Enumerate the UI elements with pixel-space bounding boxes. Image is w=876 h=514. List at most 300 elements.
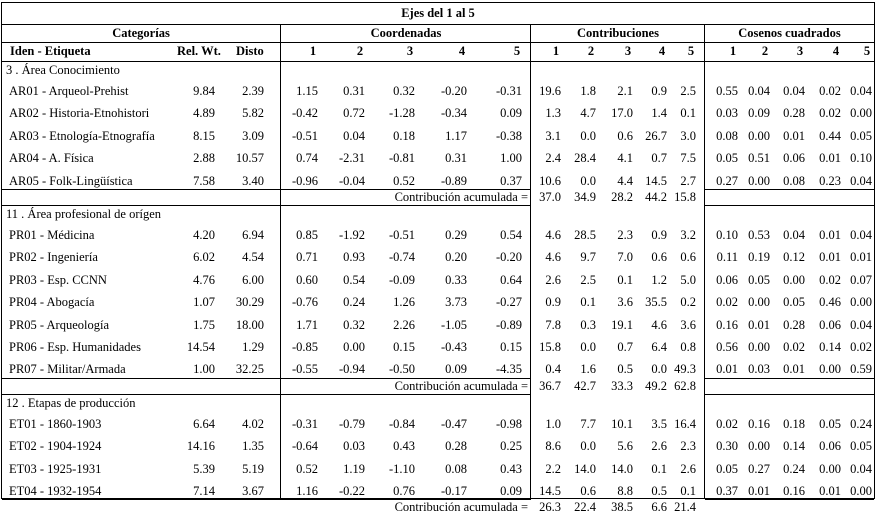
acum-label: Contribución acumulada = [394, 190, 528, 204]
cos-value: 0.28 [783, 318, 805, 332]
coord-value: 0.52 [393, 174, 415, 188]
acum-value: 37.0 [539, 190, 561, 204]
cos-value: 0.56 [716, 340, 738, 354]
contrib-value: 3.6 [680, 318, 696, 332]
cos-value: 0.16 [748, 417, 770, 431]
cos-value: 0.00 [819, 362, 841, 376]
contrib-value: 0.0 [651, 362, 667, 376]
cos-value: 0.04 [783, 228, 805, 242]
contrib-value: 0.3 [580, 318, 596, 332]
contrib-value: 0.4 [545, 362, 561, 376]
cos-value: 0.01 [819, 484, 841, 498]
coord-value: 1.00 [500, 151, 522, 165]
rel-wt-value: 14.16 [186, 439, 215, 453]
coord-value: 0.54 [500, 228, 522, 242]
contrib-value: 28.4 [574, 151, 596, 165]
cos-axis-header-3: 3 [796, 44, 804, 58]
coord-value: 0.08 [445, 462, 467, 476]
coord-value: -0.38 [495, 129, 522, 143]
coord-value: -0.55 [291, 362, 318, 376]
cos-value: 0.01 [819, 228, 841, 242]
contrib-value: 7.7 [580, 417, 596, 431]
cos-value: 0.05 [748, 273, 770, 287]
contrib-value: 5.6 [617, 439, 633, 453]
cos-value: 0.12 [783, 250, 805, 264]
coord-value: 0.15 [500, 340, 522, 354]
contrib-axis-header-2: 2 [587, 44, 595, 58]
contrib-axis-header-3: 3 [624, 44, 632, 58]
cos-value: 0.27 [716, 174, 738, 188]
row-label: PR07 - Militar/Armada [9, 362, 126, 376]
coord-value: 1.19 [343, 462, 365, 476]
coord-value: -0.34 [440, 106, 467, 120]
coord-value: -0.84 [388, 417, 415, 431]
contrib-value: 14.0 [611, 462, 633, 476]
coord-value: -0.98 [495, 417, 522, 431]
coord-value: 1.17 [445, 129, 467, 143]
coord-value: -0.85 [291, 340, 318, 354]
cos-value: 0.37 [716, 484, 738, 498]
coord-value: -0.17 [440, 484, 467, 498]
rel-wt-value: 1.00 [193, 362, 215, 376]
contrib-value: 0.1 [680, 106, 696, 120]
coord-value: 0.15 [393, 340, 415, 354]
acum-value: 62.8 [674, 379, 696, 393]
coord-value: 0.31 [343, 84, 365, 98]
coord-value: 0.28 [445, 439, 467, 453]
coord-value: -0.31 [495, 84, 522, 98]
group-header-coordenadas: Coordenadas [370, 26, 442, 40]
contrib-value: 0.1 [651, 462, 667, 476]
cos-value: 0.07 [850, 273, 872, 287]
row-label: PR06 - Esp. Humanidades [9, 340, 141, 354]
contrib-value: 3.0 [680, 129, 696, 143]
disto-value: 2.39 [242, 84, 264, 98]
row-label: PR01 - Médicina [9, 228, 95, 242]
coord-value: -0.76 [291, 295, 318, 309]
contrib-axis-header-1: 1 [552, 44, 560, 58]
acum-value: 26.3 [539, 500, 561, 514]
disto-value: 3.40 [242, 174, 264, 188]
rel-wt-value: 7.58 [193, 174, 215, 188]
contrib-value: 4.1 [617, 151, 633, 165]
coord-value: 0.85 [296, 228, 318, 242]
group-header-contribuciones: Contribuciones [577, 26, 659, 40]
contrib-value: 49.3 [674, 362, 696, 376]
coord-value: -1.10 [388, 462, 415, 476]
cos-value: 0.05 [716, 462, 738, 476]
cos-value: 0.03 [748, 362, 770, 376]
contrib-value: 2.7 [680, 174, 696, 188]
coord-value: 0.71 [296, 250, 318, 264]
cos-value: 0.04 [850, 318, 872, 332]
cos-value: 0.19 [748, 250, 770, 264]
row-label: AR05 - Folk-Lingüística [9, 174, 133, 188]
acum-value: 6.6 [651, 500, 667, 514]
contrib-value: 0.7 [617, 340, 633, 354]
coord-value: 0.29 [445, 228, 467, 242]
acum-value: 38.5 [611, 500, 633, 514]
cos-value: 0.24 [783, 462, 805, 476]
contrib-value: 35.5 [645, 295, 667, 309]
cos-value: 0.04 [850, 84, 872, 98]
contrib-value: 0.0 [580, 439, 596, 453]
disto-value: 6.94 [242, 228, 264, 242]
acum-label: Contribución acumulada = [394, 500, 528, 514]
contrib-value: 2.4 [545, 151, 561, 165]
contrib-value: 0.6 [580, 484, 596, 498]
cos-value: 0.04 [850, 462, 872, 476]
coord-value: -1.92 [338, 228, 365, 242]
cos-value: 0.00 [748, 174, 770, 188]
coord-value: 0.33 [445, 273, 467, 287]
contrib-value: 2.5 [580, 273, 596, 287]
contrib-value: 3.6 [617, 295, 633, 309]
contrib-value: 2.3 [680, 439, 696, 453]
cos-value: 0.00 [748, 439, 770, 453]
contrib-value: 1.8 [580, 84, 596, 98]
cos-value: 0.00 [748, 340, 770, 354]
coord-value: 1.26 [393, 295, 415, 309]
rel-wt-value: 5.39 [193, 462, 215, 476]
coord-value: 0.64 [500, 273, 522, 287]
coord-value: -0.64 [291, 439, 318, 453]
coord-value: -1.28 [388, 106, 415, 120]
cos-value: 0.08 [716, 129, 738, 143]
contrib-value: 0.6 [617, 129, 633, 143]
contrib-value: 2.6 [651, 439, 667, 453]
cos-value: 0.04 [748, 84, 770, 98]
contrib-value: 3.2 [680, 228, 696, 242]
rel-wt-value: 7.14 [193, 484, 215, 498]
contrib-value: 0.7 [651, 151, 667, 165]
contrib-value: 17.0 [611, 106, 633, 120]
cos-value: 0.53 [748, 228, 770, 242]
cos-value: 0.00 [850, 106, 872, 120]
acum-value: 44.2 [645, 190, 667, 204]
cos-value: 0.23 [819, 174, 841, 188]
contrib-value: 1.3 [545, 106, 561, 120]
cos-value: 0.01 [850, 250, 872, 264]
cos-axis-header-2: 2 [761, 44, 769, 58]
cos-value: 0.04 [850, 174, 872, 188]
contrib-value: 6.4 [651, 340, 667, 354]
cos-value: 0.02 [819, 273, 841, 287]
acum-value: 42.7 [574, 379, 596, 393]
contrib-value: 8.6 [545, 439, 561, 453]
coord-value: -0.96 [291, 174, 318, 188]
cos-value: 0.06 [783, 151, 805, 165]
cos-value: 0.46 [819, 295, 841, 309]
cos-value: 0.00 [748, 295, 770, 309]
cos-value: 0.55 [716, 84, 738, 98]
coord-value: 0.72 [343, 106, 365, 120]
acum-value: 28.2 [611, 190, 633, 204]
coord-value: 0.09 [445, 362, 467, 376]
rel-wt-value: 2.88 [193, 151, 215, 165]
contrib-axis-header-5: 5 [687, 44, 695, 58]
col-header-disto: Disto [236, 44, 264, 58]
contrib-value: 10.6 [539, 174, 561, 188]
rel-wt-value: 14.54 [186, 340, 215, 354]
coord-value: -0.51 [291, 129, 318, 143]
contrib-value: 28.5 [574, 228, 596, 242]
rel-wt-value: 1.07 [193, 295, 215, 309]
coord-value: -2.31 [338, 151, 365, 165]
acum-label: Contribución acumulada = [394, 379, 528, 393]
coord-value: 0.37 [500, 174, 522, 188]
contrib-value: 3.1 [545, 129, 561, 143]
table-title: Ejes del 1 al 5 [401, 6, 475, 20]
coord-value: -0.94 [338, 362, 365, 376]
cos-value: 0.01 [783, 129, 805, 143]
coord-axis-header-3: 3 [406, 44, 414, 58]
group-header-cosenos: Cosenos cuadrados [738, 26, 841, 40]
contrib-value: 3.5 [651, 417, 667, 431]
disto-value: 10.57 [235, 151, 264, 165]
coord-value: -0.20 [495, 250, 522, 264]
cos-value: 0.51 [748, 151, 770, 165]
disto-value: 3.09 [242, 129, 264, 143]
disto-value: 3.67 [242, 484, 264, 498]
cos-value: 0.27 [748, 462, 770, 476]
coord-value: 0.43 [393, 439, 415, 453]
cos-value: 0.02 [783, 340, 805, 354]
contrib-value: 0.1 [580, 295, 596, 309]
cos-value: 0.16 [783, 484, 805, 498]
row-label: PR03 - Esp. CCNN [9, 273, 107, 287]
coord-value: -0.89 [440, 174, 467, 188]
cos-value: 0.02 [716, 417, 738, 431]
row-label: AR04 - A. Física [9, 151, 94, 165]
coord-value: 0.52 [296, 462, 318, 476]
acum-value: 34.9 [574, 190, 596, 204]
rel-wt-value: 6.64 [193, 417, 215, 431]
coord-value: 0.76 [393, 484, 415, 498]
section-title: 11 . Área profesional de orígen [6, 207, 162, 221]
contrib-value: 4.4 [617, 174, 633, 188]
coord-value: 1.16 [296, 484, 318, 498]
disto-value: 1.29 [242, 340, 264, 354]
rel-wt-value: 4.89 [193, 106, 215, 120]
cos-value: 0.00 [748, 129, 770, 143]
contrib-value: 0.5 [651, 484, 667, 498]
disto-value: 4.54 [242, 250, 264, 264]
coord-value: 0.25 [500, 439, 522, 453]
coord-value: 0.04 [343, 129, 365, 143]
cos-value: 0.08 [783, 174, 805, 188]
acum-value: 15.8 [674, 190, 696, 204]
coord-value: -0.47 [440, 417, 467, 431]
cos-value: 0.04 [783, 84, 805, 98]
row-label: PR05 - Arqueología [9, 318, 109, 332]
rel-wt-value: 8.15 [193, 129, 215, 143]
acum-value: 22.4 [574, 500, 596, 514]
contrib-value: 19.1 [611, 318, 633, 332]
cos-value: 0.44 [819, 129, 841, 143]
cos-axis-header-1: 1 [729, 44, 737, 58]
contrib-value: 0.9 [651, 84, 667, 98]
contrib-value: 0.6 [651, 250, 667, 264]
coord-value: 3.73 [445, 295, 467, 309]
contrib-value: 14.5 [539, 484, 561, 498]
contrib-value: 2.6 [680, 462, 696, 476]
coord-value: 0.09 [500, 484, 522, 498]
disto-value: 6.00 [242, 273, 264, 287]
contrib-value: 15.8 [539, 340, 561, 354]
contrib-value: 0.1 [680, 484, 696, 498]
cos-value: 0.04 [850, 228, 872, 242]
contrib-value: 4.6 [545, 228, 561, 242]
cos-value: 0.05 [850, 439, 872, 453]
contrib-value: 1.2 [651, 273, 667, 287]
coord-value: -0.89 [495, 318, 522, 332]
coord-value: 0.32 [343, 318, 365, 332]
coord-value: 0.32 [393, 84, 415, 98]
rel-wt-value: 9.84 [193, 84, 215, 98]
cos-value: 0.18 [783, 417, 805, 431]
cos-value: 0.06 [819, 439, 841, 453]
coord-axis-header-2: 2 [356, 44, 364, 58]
rel-wt-value: 4.20 [193, 228, 215, 242]
cos-value: 0.05 [716, 151, 738, 165]
row-label: AR02 - Historia-Etnohistori [9, 106, 150, 120]
cos-value: 0.28 [783, 106, 805, 120]
cos-value: 0.00 [819, 462, 841, 476]
cos-value: 0.01 [748, 318, 770, 332]
coord-value: 1.71 [296, 318, 318, 332]
cos-value: 0.00 [850, 295, 872, 309]
contrib-value: 2.3 [617, 228, 633, 242]
contrib-value: 5.0 [680, 273, 696, 287]
cos-value: 0.24 [850, 417, 872, 431]
contrib-value: 10.1 [611, 417, 633, 431]
row-label: ET04 - 1932-1954 [9, 484, 102, 498]
cos-value: 0.01 [716, 362, 738, 376]
contrib-value: 1.0 [545, 417, 561, 431]
eigen-table [1, 2, 875, 514]
contrib-value: 9.7 [580, 250, 596, 264]
contrib-value: 0.9 [545, 295, 561, 309]
coord-value: -0.74 [388, 250, 415, 264]
contrib-value: 0.0 [580, 174, 596, 188]
contrib-value: 4.6 [651, 318, 667, 332]
contrib-value: 7.5 [680, 151, 696, 165]
coord-value: -4.35 [495, 362, 522, 376]
coord-value: -0.79 [338, 417, 365, 431]
coord-value: -1.05 [440, 318, 467, 332]
group-header-categorias: Categorías [112, 26, 170, 40]
contrib-value: 8.8 [617, 484, 633, 498]
cos-value: 0.02 [850, 340, 872, 354]
acum-value: 33.3 [611, 379, 633, 393]
cos-value: 0.14 [783, 439, 805, 453]
coord-value: 2.26 [393, 318, 415, 332]
contrib-value: 0.6 [680, 250, 696, 264]
coord-value: -0.31 [291, 417, 318, 431]
contrib-value: 4.7 [580, 106, 596, 120]
contrib-value: 7.0 [617, 250, 633, 264]
contrib-value: 0.9 [651, 228, 667, 242]
coord-value: 0.31 [445, 151, 467, 165]
cos-value: 0.09 [748, 106, 770, 120]
coord-value: -0.43 [440, 340, 467, 354]
coord-value: 1.15 [296, 84, 318, 98]
acum-value: 49.2 [645, 379, 667, 393]
cos-value: 0.01 [748, 484, 770, 498]
contrib-value: 0.8 [680, 340, 696, 354]
coord-value: -0.20 [440, 84, 467, 98]
coord-value: 0.74 [296, 151, 318, 165]
coord-value: 0.54 [343, 273, 365, 287]
cos-value: 0.06 [819, 318, 841, 332]
contrib-axis-header-4: 4 [658, 44, 666, 58]
coord-axis-header-1: 1 [309, 44, 317, 58]
contrib-value: 2.2 [545, 462, 561, 476]
rel-wt-value: 4.76 [193, 273, 215, 287]
row-label: ET02 - 1904-1924 [9, 439, 102, 453]
cos-value: 0.59 [850, 362, 872, 376]
cos-value: 0.11 [716, 250, 738, 264]
contrib-value: 7.8 [545, 318, 561, 332]
contrib-value: 14.5 [645, 174, 667, 188]
contrib-value: 16.4 [674, 417, 696, 431]
contrib-value: 14.0 [574, 462, 596, 476]
cos-value: 0.30 [716, 439, 738, 453]
coord-value: 0.00 [343, 340, 365, 354]
acum-value: 36.7 [539, 379, 561, 393]
contrib-value: 26.7 [645, 129, 667, 143]
acum-value: 21.4 [674, 500, 696, 514]
coord-value: -0.09 [388, 273, 415, 287]
cos-value: 0.05 [783, 295, 805, 309]
cos-value: 0.02 [819, 84, 841, 98]
disto-value: 32.25 [235, 362, 264, 376]
cos-axis-header-5: 5 [863, 44, 871, 58]
disto-value: 18.00 [235, 318, 264, 332]
row-label: AR03 - Etnología-Etnografía [9, 129, 155, 143]
cos-value: 0.00 [850, 484, 872, 498]
cos-value: 0.02 [716, 295, 738, 309]
coord-value: 0.60 [296, 273, 318, 287]
cos-value: 0.03 [716, 106, 738, 120]
cos-value: 0.14 [819, 340, 841, 354]
contrib-value: 19.6 [539, 84, 561, 98]
contrib-value: 0.5 [617, 362, 633, 376]
coord-axis-header-4: 4 [458, 44, 466, 58]
contrib-value: 0.2 [680, 295, 696, 309]
cos-value: 0.02 [819, 106, 841, 120]
contrib-value: 1.4 [651, 106, 667, 120]
cos-value: 0.10 [716, 228, 738, 242]
cos-value: 0.10 [850, 151, 872, 165]
coord-value: -0.22 [338, 484, 365, 498]
coord-value: 0.93 [343, 250, 365, 264]
col-header-relwt: Rel. Wt. [177, 44, 221, 58]
coord-value: -0.81 [388, 151, 415, 165]
cos-value: 0.00 [783, 273, 805, 287]
cos-value: 0.06 [716, 273, 738, 287]
coord-value: 0.03 [343, 439, 365, 453]
rel-wt-value: 1.75 [193, 318, 215, 332]
disto-value: 30.29 [235, 295, 264, 309]
coord-value: 0.43 [500, 462, 522, 476]
cos-value: 0.16 [716, 318, 738, 332]
coord-value: -0.42 [291, 106, 318, 120]
contrib-value: 1.6 [580, 362, 596, 376]
row-label: AR01 - Arqueol-Prehist [9, 84, 129, 98]
coord-axis-header-5: 5 [513, 44, 521, 58]
